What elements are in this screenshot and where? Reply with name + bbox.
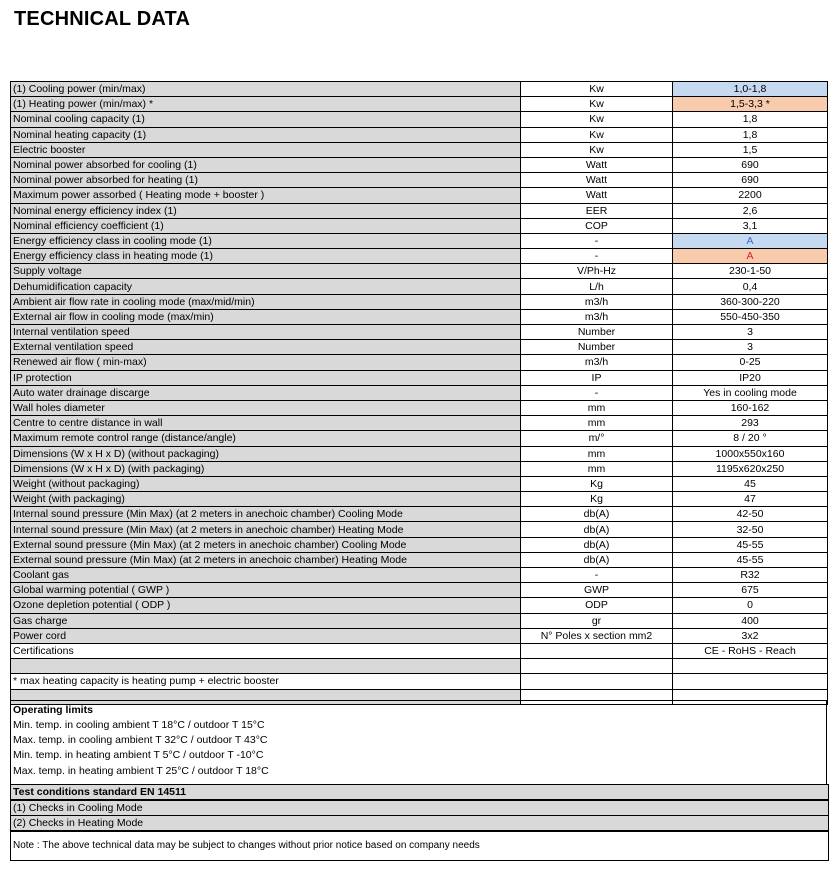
spec-row bbox=[11, 431, 828, 446]
spec-value: 1,5-3,3 * bbox=[673, 97, 828, 112]
spec-row bbox=[11, 233, 828, 248]
spec-row bbox=[11, 142, 828, 157]
footnote: * max heating capacity is heating pump + electric booster bbox=[11, 674, 521, 689]
spec-unit: db(A) bbox=[521, 552, 673, 567]
spec-row bbox=[11, 294, 828, 309]
spec-unit: mm bbox=[521, 416, 673, 431]
empty-cell bbox=[521, 674, 673, 689]
spec-row bbox=[11, 218, 828, 233]
spec-unit: GWP bbox=[521, 583, 673, 598]
spec-label: Certifications bbox=[11, 643, 521, 658]
spec-label: (1) Cooling power (min/max) bbox=[11, 82, 521, 97]
spec-unit: db(A) bbox=[521, 507, 673, 522]
spec-row bbox=[11, 188, 828, 203]
test-conditions-heading: Test conditions standard EN 14511 bbox=[10, 784, 829, 800]
spec-unit: Watt bbox=[521, 157, 673, 172]
spec-row bbox=[11, 157, 828, 172]
operating-limit-line: Min. temp. in cooling ambient T 18°C / outdoor T 15°C bbox=[13, 719, 265, 731]
spec-value: 45 bbox=[673, 476, 828, 491]
spec-unit: Watt bbox=[521, 188, 673, 203]
spec-value: 160-162 bbox=[673, 400, 828, 415]
spec-label: Internal sound pressure (Min Max) (at 2 meters in anechoic chamber) Heating Mode bbox=[11, 522, 521, 537]
empty-cell bbox=[673, 659, 828, 674]
spec-label: Dehumidification capacity bbox=[11, 279, 521, 294]
spec-unit: N° Poles x section mm2 bbox=[521, 628, 673, 643]
spec-unit: - bbox=[521, 568, 673, 583]
spec-row bbox=[11, 279, 828, 294]
spec-label: Gas charge bbox=[11, 613, 521, 628]
spec-label: Coolant gas bbox=[11, 568, 521, 583]
spec-label: Nominal power absorbed for cooling (1) bbox=[11, 157, 521, 172]
spec-row bbox=[11, 249, 828, 264]
footnote-row bbox=[11, 674, 828, 689]
spec-table-body bbox=[11, 82, 828, 705]
spec-label: Dimensions (W x H x D) (without packaging) bbox=[11, 446, 521, 461]
spec-value: 230-1-50 bbox=[673, 264, 828, 279]
spec-label: Internal sound pressure (Min Max) (at 2 meters in anechoic chamber) Cooling Mode bbox=[11, 507, 521, 522]
spec-unit: - bbox=[521, 233, 673, 248]
operating-limits bbox=[10, 700, 827, 785]
spec-unit: Number bbox=[521, 340, 673, 355]
spec-label: Electric booster bbox=[11, 142, 521, 157]
spec-unit: EER bbox=[521, 203, 673, 218]
spec-unit: mm bbox=[521, 446, 673, 461]
spec-row bbox=[11, 173, 828, 188]
empty-cell bbox=[11, 659, 521, 674]
spec-unit: Watt bbox=[521, 173, 673, 188]
spec-row bbox=[11, 537, 828, 552]
spec-unit: ODP bbox=[521, 598, 673, 613]
spec-unit: Kw bbox=[521, 127, 673, 142]
spec-row bbox=[11, 203, 828, 218]
spec-value: 45-55 bbox=[673, 552, 828, 567]
spec-unit: IP bbox=[521, 370, 673, 385]
spec-value: 3,1 bbox=[673, 218, 828, 233]
spec-row bbox=[11, 264, 828, 279]
spec-row bbox=[11, 97, 828, 112]
spec-label: Nominal power absorbed for heating (1) bbox=[11, 173, 521, 188]
check-heating-mode: (2) Checks in Heating Mode bbox=[10, 815, 829, 831]
operating-limits-heading: Operating limits bbox=[13, 704, 93, 716]
spec-row bbox=[11, 127, 828, 142]
empty-cell bbox=[673, 674, 828, 689]
spec-label: (1) Heating power (min/max) * bbox=[11, 97, 521, 112]
spec-row bbox=[11, 476, 828, 491]
spec-label: Nominal energy efficiency index (1) bbox=[11, 203, 521, 218]
spec-value: 675 bbox=[673, 583, 828, 598]
spec-unit: m/° bbox=[521, 431, 673, 446]
spec-unit: m3/h bbox=[521, 294, 673, 309]
spec-table bbox=[10, 81, 828, 705]
empty-cell bbox=[521, 659, 673, 674]
spec-row bbox=[11, 400, 828, 415]
spec-value: 1195x620x250 bbox=[673, 461, 828, 476]
spec-value: 293 bbox=[673, 416, 828, 431]
spec-value: A bbox=[673, 233, 828, 248]
spec-unit: L/h bbox=[521, 279, 673, 294]
spec-label: External air flow in cooling mode (max/min) bbox=[11, 309, 521, 324]
spec-value: 45-55 bbox=[673, 537, 828, 552]
spec-label: IP protection bbox=[11, 370, 521, 385]
spec-label: External sound pressure (Min Max) (at 2 meters in anechoic chamber) Heating Mode bbox=[11, 552, 521, 567]
spec-unit: V/Ph-Hz bbox=[521, 264, 673, 279]
spec-unit: Kw bbox=[521, 82, 673, 97]
spec-row bbox=[11, 340, 828, 355]
spec-value: 3 bbox=[673, 340, 828, 355]
check-cooling-mode: (1) Checks in Cooling Mode bbox=[10, 800, 829, 816]
spec-label: Maximum power assorbed ( Heating mode + booster ) bbox=[11, 188, 521, 203]
spec-label: Centre to centre distance in wall bbox=[11, 416, 521, 431]
spec-row bbox=[11, 522, 828, 537]
spec-value: 1,8 bbox=[673, 112, 828, 127]
spec-row bbox=[11, 598, 828, 613]
spec-value: 3x2 bbox=[673, 628, 828, 643]
spec-row bbox=[11, 309, 828, 324]
spec-label: Renewed air flow ( min-max) bbox=[11, 355, 521, 370]
spec-value: R32 bbox=[673, 568, 828, 583]
spec-row bbox=[11, 613, 828, 628]
spec-unit: Kw bbox=[521, 142, 673, 157]
spec-unit: - bbox=[521, 385, 673, 400]
spec-value: 32-50 bbox=[673, 522, 828, 537]
spec-unit: db(A) bbox=[521, 522, 673, 537]
spec-label: Weight (with packaging) bbox=[11, 492, 521, 507]
spec-label: Dimensions (W x H x D) (with packaging) bbox=[11, 461, 521, 476]
spec-unit: Number bbox=[521, 325, 673, 340]
spec-label: External sound pressure (Min Max) (at 2 meters in anechoic chamber) Cooling Mode bbox=[11, 537, 521, 552]
spec-label: Global warming potential ( GWP ) bbox=[11, 583, 521, 598]
spec-row bbox=[11, 583, 828, 598]
spec-row bbox=[11, 568, 828, 583]
spec-value: 42-50 bbox=[673, 507, 828, 522]
operating-limit-line: Min. temp. in heating ambient T 5°C / outdoor T -10°C bbox=[13, 749, 264, 762]
spec-row bbox=[11, 416, 828, 431]
spec-unit: m3/h bbox=[521, 355, 673, 370]
spec-row bbox=[11, 370, 828, 385]
spec-value: 1,8 bbox=[673, 127, 828, 142]
spec-value: 2200 bbox=[673, 188, 828, 203]
spec-value: 550-450-350 bbox=[673, 309, 828, 324]
spec-row bbox=[11, 112, 828, 127]
spec-value: 690 bbox=[673, 157, 828, 172]
spec-label: Internal ventilation speed bbox=[11, 325, 521, 340]
spec-row bbox=[11, 643, 828, 658]
spec-row bbox=[11, 355, 828, 370]
spec-label: Maximum remote control range (distance/angle) bbox=[11, 431, 521, 446]
spec-row bbox=[11, 507, 828, 522]
spec-label: Nominal heating capacity (1) bbox=[11, 127, 521, 142]
spec-value: Yes in cooling mode bbox=[673, 385, 828, 400]
spec-row bbox=[11, 82, 828, 97]
spec-unit: Kw bbox=[521, 112, 673, 127]
spec-value: 400 bbox=[673, 613, 828, 628]
operating-limit-line: Max. temp. in cooling ambient T 32°C / outdoor T 43°C bbox=[13, 734, 268, 747]
spec-unit: Kw bbox=[521, 97, 673, 112]
spec-label: Nominal cooling capacity (1) bbox=[11, 112, 521, 127]
spec-value: 0 bbox=[673, 598, 828, 613]
spec-value: 8 / 20 ° bbox=[673, 431, 828, 446]
spec-value: CE - RoHS - Reach bbox=[673, 643, 828, 658]
spec-unit: mm bbox=[521, 400, 673, 415]
spec-value: 690 bbox=[673, 173, 828, 188]
spec-label: Weight (without packaging) bbox=[11, 476, 521, 491]
spec-row bbox=[11, 492, 828, 507]
spec-value: 0-25 bbox=[673, 355, 828, 370]
spec-unit: - bbox=[521, 249, 673, 264]
spec-unit: m3/h bbox=[521, 309, 673, 324]
disclaimer-note: Note : The above technical data may be subject to changes without prior notice based on company needs bbox=[10, 831, 829, 861]
spec-value: 1,5 bbox=[673, 142, 828, 157]
spec-label: External ventilation speed bbox=[11, 340, 521, 355]
spec-label: Energy efficiency class in cooling mode (1) bbox=[11, 233, 521, 248]
spec-value: 360-300-220 bbox=[673, 294, 828, 309]
spec-value: A bbox=[673, 249, 828, 264]
spec-label: Wall holes diameter bbox=[11, 400, 521, 415]
spec-unit: Kg bbox=[521, 476, 673, 491]
spec-unit: db(A) bbox=[521, 537, 673, 552]
spec-value: 3 bbox=[673, 325, 828, 340]
operating-limit-line: Max. temp. in heating ambient T 25°C / outdoor T 18°C bbox=[13, 764, 269, 777]
spec-row bbox=[11, 446, 828, 461]
spec-row bbox=[11, 461, 828, 476]
spec-unit: mm bbox=[521, 461, 673, 476]
spec-label: Ozone depletion potential ( ODP ) bbox=[11, 598, 521, 613]
spec-row bbox=[11, 325, 828, 340]
page-title: TECHNICAL DATA bbox=[14, 8, 191, 30]
spec-row bbox=[11, 552, 828, 567]
spec-value: 1,0-1,8 bbox=[673, 82, 828, 97]
spec-row bbox=[11, 628, 828, 643]
spec-unit bbox=[521, 643, 673, 658]
spec-value: 47 bbox=[673, 492, 828, 507]
spec-label: Power cord bbox=[11, 628, 521, 643]
spec-unit: gr bbox=[521, 613, 673, 628]
spec-label: Auto water drainage discarge bbox=[11, 385, 521, 400]
spec-label: Supply voltage bbox=[11, 264, 521, 279]
spec-value: 0,4 bbox=[673, 279, 828, 294]
spec-label: Nominal efficiency coefficient (1) bbox=[11, 218, 521, 233]
spec-unit: COP bbox=[521, 218, 673, 233]
spec-value: 1000x550x160 bbox=[673, 446, 828, 461]
spec-label: Ambient air flow rate in cooling mode (max/mid/min) bbox=[11, 294, 521, 309]
spec-unit: Kg bbox=[521, 492, 673, 507]
spec-value: 2,6 bbox=[673, 203, 828, 218]
spec-row bbox=[11, 385, 828, 400]
spec-label: Energy efficiency class in heating mode (1) bbox=[11, 249, 521, 264]
spec-value: IP20 bbox=[673, 370, 828, 385]
blank-row bbox=[11, 659, 828, 674]
